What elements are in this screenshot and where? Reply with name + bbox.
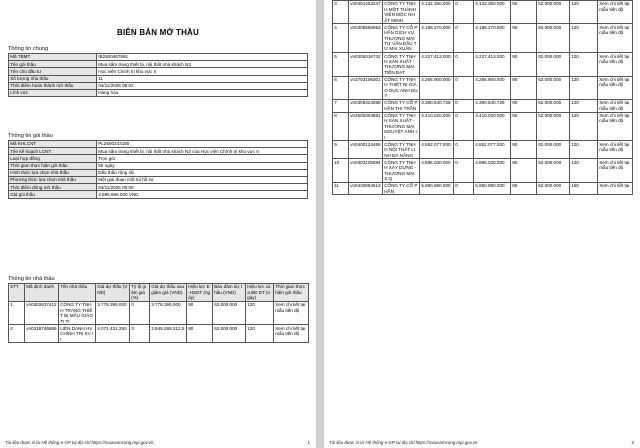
execution-time: Xem chi tiết tại mẫu tiến độ [598, 76, 633, 99]
bidder-id: vn0400124465 [349, 141, 383, 159]
table-row [333, 159, 633, 182]
info-value: 04/11/2025 09:02 [97, 82, 308, 89]
bidders-info-heading: Thông tin nhà thầu [8, 276, 55, 282]
bid-validity: 90 [187, 302, 213, 325]
table-row [333, 141, 633, 159]
package-info-heading: Thông tin gói thầu [8, 133, 53, 139]
price-after-discount: 4.390.640.728 [474, 100, 511, 113]
bid-price: 4.410.020.000 [420, 112, 454, 141]
execution-time: Xem chi tiết tại mẫu tiến độ [274, 325, 309, 343]
info-value: 04/11/2025 09:00 [97, 184, 308, 191]
bidder-id: vn0305566953 [349, 24, 383, 53]
bid-validity: 90 [511, 112, 537, 141]
price-after-discount: 4.885.030.000 [474, 159, 511, 182]
table-row [333, 1, 633, 24]
info-value: Mua sắm trang thiết bị, nội thất nhà khách N3 [97, 61, 308, 68]
info-label: Thời gian thực hiện gói thầu [9, 162, 97, 169]
info-row [9, 68, 308, 75]
info-row [9, 176, 308, 183]
bidder-id: vn0401453247 [349, 1, 383, 24]
bid-price: 4.071.431.250 [96, 325, 130, 343]
column-header: Bảo đảm dự thầu (VND) [213, 284, 246, 302]
execution-time: Xem chi tiết tại mẫu tiến độ [598, 112, 633, 141]
info-label: Thời điểm hoàn thành mở thầu [9, 82, 97, 89]
info-row [9, 155, 308, 162]
bidder-name: CÔNG TY CỔ PHẦN THI TRẦN [383, 100, 420, 113]
bidder-id: vn0430894813 [349, 182, 383, 195]
bid-guarantee: 62.000.000 [537, 182, 570, 195]
guarantee-validity: 120 [570, 112, 598, 141]
info-value: Mua sắm trang thiết bị, nội thất nhà khách N3 của Học viện Chính trị khu vực II [97, 148, 308, 155]
bid-guarantee: 62.000.000 [537, 53, 570, 76]
table-row [9, 325, 309, 343]
price-after-discount: 3.778.395.000 [150, 302, 187, 325]
guarantee-validity: 150 [570, 182, 598, 195]
page-footer: Tài liệu được in từ Hệ thống e-GP tại địa chỉ https://muasamcong.mpi.gov.vn. [329, 440, 479, 445]
bidder-id: vn3703106301 [349, 76, 383, 99]
bidder-name: CÔNG TY TNHH MỘT THÀNH VIÊN MỘC NHẬT MINH [383, 1, 420, 24]
info-label: Giá gói thầu [9, 191, 97, 198]
bidders-table-part2 [332, 0, 633, 195]
info-value: 11 [97, 75, 308, 82]
info-value: Một giai đoạn một túi hồ sơ [97, 176, 308, 183]
bid-price: 4.132.350.000 [420, 1, 454, 24]
guarantee-validity: 120 [570, 24, 598, 53]
info-row [9, 148, 308, 155]
bid-guarantee: 62.000.000 [213, 325, 246, 343]
guarantee-validity: 120 [246, 325, 274, 343]
info-value: 50 ngày [97, 162, 308, 169]
execution-time: Xem chi tiết tại mẫu tiến độ [598, 100, 633, 113]
page-number: 2 [631, 440, 634, 445]
price-after-discount: 4.227.413.000 [474, 53, 511, 76]
package-info-table [8, 140, 308, 199]
bid-guarantee: 62.000.000 [537, 159, 570, 182]
guarantee-validity: 120 [570, 76, 598, 99]
discount-rate: 0 [454, 24, 474, 53]
info-value: Hàng hóa [97, 89, 308, 96]
guarantee-validity: 120 [570, 53, 598, 76]
info-label: Mã KHLCNT [9, 141, 97, 148]
table-row [9, 302, 309, 325]
column-header: Giá dự thầu sau giảm giá (VND) [150, 284, 187, 302]
bid-validity: 90 [511, 100, 537, 113]
price-after-discount: 4.552.077.000 [474, 141, 511, 159]
column-header: Mã định danh [25, 284, 59, 302]
discount-rate: 0 [454, 53, 474, 76]
bid-validity: 90 [187, 325, 213, 343]
general-info-table [8, 53, 308, 97]
info-row [9, 169, 308, 176]
discount-rate: 0 [454, 1, 474, 24]
bid-validity: 90 [511, 76, 537, 99]
bid-validity: 90 [511, 159, 537, 182]
bid-guarantee: 62.000.000 [537, 100, 570, 113]
bid-validity: 90 [511, 24, 537, 53]
bid-guarantee: 62.000.000 [537, 1, 570, 24]
bidder-name: CÔNG TY TNHH SẢN XUẤT - THƯƠNG MẠI NGUYỆT ÁNH II [383, 112, 420, 141]
discount-rate: 0 [454, 76, 474, 99]
page-number: 1 [307, 440, 310, 445]
bidder-id: vn0302637412 [25, 302, 59, 325]
bid-price: 4.198.270.000 [420, 24, 454, 53]
bidders-table-part1 [8, 283, 309, 343]
discount-rate: 0 [130, 302, 150, 325]
row-stt: 5 [333, 53, 349, 76]
info-row [9, 75, 308, 82]
info-row [9, 141, 308, 148]
bidder-name: LIÊN DANH HV CHÍNH TRỊ KV II [59, 325, 96, 343]
info-label: Tên kế hoạch LCNT [9, 148, 97, 155]
info-row [9, 184, 308, 191]
bid-price: 5.950.980.000 [420, 182, 454, 195]
guarantee-validity: 120 [246, 302, 274, 325]
table-row [333, 24, 633, 53]
info-value: IB2500467891 [97, 54, 308, 61]
discount-rate: 0 [454, 141, 474, 159]
bid-guarantee: 62.000.000 [537, 76, 570, 99]
discount-rate: 0 [454, 112, 474, 141]
document-page-2 [324, 0, 640, 448]
bid-guarantee: 62.000.000 [537, 24, 570, 53]
row-stt: 3 [333, 1, 349, 24]
bidder-id: vn0305316742 [349, 53, 383, 76]
bid-guarantee: 62.000.000 [537, 112, 570, 141]
info-label: Lĩnh vực [9, 89, 97, 96]
column-header: Hiệu lực E-HSDT (ngày) [187, 284, 213, 302]
document-page-1 [0, 0, 316, 448]
bid-validity: 90 [511, 1, 537, 24]
execution-time: Xem chi tiết tại mẫu tiến độ [598, 159, 633, 182]
info-label: Tên chủ đầu tư [9, 68, 97, 75]
row-stt: 11 [333, 182, 349, 195]
bidder-id: vn0309424068 [349, 100, 383, 113]
discount-rate: 0 [454, 159, 474, 182]
bid-validity: 90 [511, 141, 537, 159]
table-row [333, 53, 633, 76]
info-label: Tên gói thầu [9, 61, 97, 68]
bidder-id: vn2500304881 [349, 112, 383, 141]
guarantee-validity: 120 [570, 1, 598, 24]
row-stt: 1 [9, 302, 25, 325]
info-row [9, 89, 308, 96]
row-stt: 4 [333, 24, 349, 53]
bid-guarantee: 62.000.000 [537, 141, 570, 159]
info-label: Loại hợp đồng [9, 155, 97, 162]
execution-time: Xem chi tiết tại mẫu tiến độ [598, 53, 633, 76]
column-header: Hiệu lực của BĐ DT (ngày) [246, 284, 274, 302]
info-row [9, 54, 308, 61]
price-after-discount: 4.132.350.000 [474, 1, 511, 24]
general-info-heading: Thông tin chung [8, 46, 49, 52]
info-label: Phương thức lựa chọn nhà thầu [9, 176, 97, 183]
execution-time: Xem chi tiết tại mẫu tiến độ [274, 302, 309, 325]
discount-rate: 3 [130, 325, 150, 343]
row-stt: 9 [333, 141, 349, 159]
price-after-discount: 3.949.288.312,5 [150, 325, 187, 343]
bidder-name: CÔNG TY TNHH XÂY DỰNG - THƯƠNG MẠI S.Q [383, 159, 420, 182]
bidder-name: CÔNG TY TNHH THIẾT BỊ GIÁO DỤC ANH DUY [384, 77, 418, 99]
table-row [333, 112, 633, 141]
table-row [333, 100, 633, 113]
guarantee-validity: 120 [570, 159, 598, 182]
execution-time: Xem chi tiết tại [598, 182, 633, 195]
bid-price: 4.552.077.000 [420, 141, 454, 159]
info-label: Hình thức lựa chọn nhà thầu [9, 169, 97, 176]
execution-time: Xem chi tiết tại mẫu tiến độ [598, 141, 633, 159]
column-header: Tên nhà thầu [59, 284, 96, 302]
info-label: Thời điểm đóng mở thầu [9, 184, 97, 191]
page-footer: Tài liệu được in từ Hệ thống e-GP tại địa chỉ https://muasamcong.mpi.gov.vn. [5, 440, 155, 445]
info-row [9, 162, 308, 169]
price-after-discount: 4.198.270.000 [474, 24, 511, 53]
bidder-name: CÔNG TY TNHH SẢN XUẤT - THƯƠNG MẠI TIẾN ĐẠT [383, 53, 420, 76]
info-value: Đấu thầu rộng rãi [97, 169, 308, 176]
guarantee-validity: 120 [570, 141, 598, 159]
execution-time: Xem chi tiết tại mẫu tiến độ [598, 24, 633, 53]
bid-price: 4.885.030.000 [420, 159, 454, 182]
bidder-id: vn0318746886 [25, 325, 59, 343]
bid-price: 4.227.413.000 [420, 53, 454, 76]
bidder-name: CÔNG TY CỔ PHẦN DỊCH VỤ THƯƠNG MẠI TƯ VẤN ĐẦU TƯ MAI XUÂN [383, 24, 420, 53]
bid-price: 3.778.395.000 [96, 302, 130, 325]
bidder-name: CÔNG TY TNHH TRANG THIẾT BỊ MẪU GIÁO TI TI [59, 302, 96, 325]
row-stt: 10 [333, 159, 349, 182]
info-row [9, 61, 308, 68]
price-after-discount: 5.950.980.000 [474, 182, 511, 195]
execution-time: Xem chi tiết tại mẫu tiến độ [598, 1, 633, 24]
info-label: Số lượng nhà thầu [9, 75, 97, 82]
info-value: Học viện Chính trị khu vực II [97, 68, 308, 75]
discount-rate: 0 [454, 100, 474, 113]
table-row [333, 76, 633, 99]
bid-validity: 90 [511, 182, 537, 195]
bidder-name: CÔNG TY CỔ PHẦN [383, 182, 420, 195]
document-title: BIÊN BẢN MỞ THẦU [116, 28, 200, 37]
row-stt: 7 [333, 100, 349, 113]
bid-price: 4.390.640.728 [420, 100, 454, 113]
row-stt: 6 [333, 76, 349, 99]
column-header: Tỷ lệ giảm giá (%) [130, 284, 150, 302]
bidder-id: vn0303105594 [349, 159, 383, 182]
info-label: Mã TBMT [9, 54, 97, 61]
row-stt: 8 [333, 112, 349, 141]
column-header: STT [9, 284, 25, 302]
info-row [9, 82, 308, 89]
price-after-discount: 4.410.020.000 [474, 112, 511, 141]
bidder-name: CÔNG TY TNHH NỘI THẤT LINH ĐÀ NẴNG [383, 141, 420, 159]
info-value: 4.885.666.000 VND [97, 191, 308, 198]
discount-rate: 0 [454, 182, 474, 195]
table-row [333, 182, 633, 195]
bid-price: 4.266.900.000 [420, 76, 454, 99]
price-after-discount: 4.266.900.000 [474, 76, 511, 99]
bid-validity: 90 [511, 53, 537, 76]
column-header: Thời gian thực hiện gói thầu [274, 284, 309, 302]
info-row [9, 191, 308, 198]
info-value: Trọn gói [97, 155, 308, 162]
column-header: Giá dự thầu (VND) [96, 284, 130, 302]
row-stt: 2 [9, 325, 25, 343]
guarantee-validity: 120 [570, 100, 598, 113]
bid-guarantee: 62.000.000 [213, 302, 246, 325]
info-value: PL2500243180 [97, 141, 308, 148]
